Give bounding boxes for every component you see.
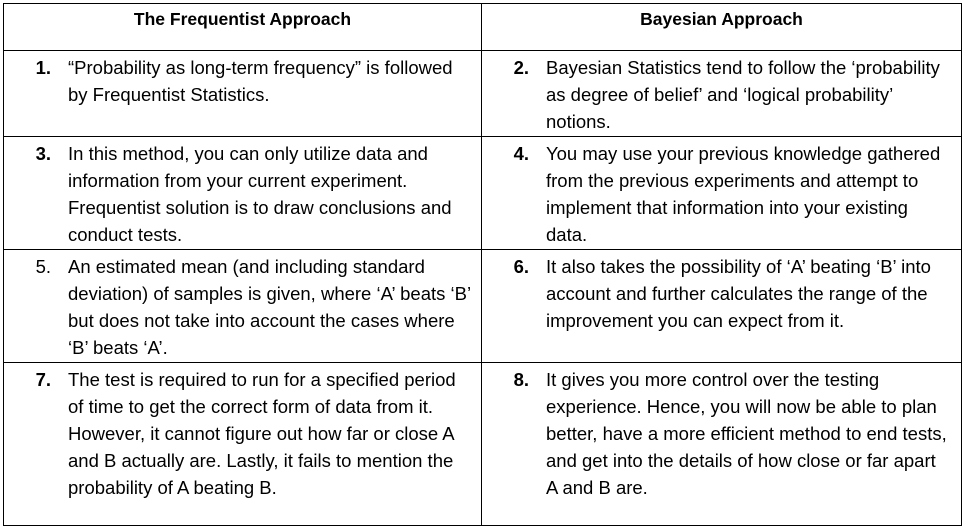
frequentist-cell — [4, 250, 482, 363]
item-text: It gives you more control over the testing experience. Hence, you will now be able to plan better, have a more efficient method to end tests, and get into the details of how close or far apart A and B are. — [546, 369, 947, 498]
frequentist-cell — [4, 51, 482, 137]
item-number: 6. — [513, 256, 529, 277]
item-text: It also takes the possibility of ‘A’ beating ‘B’ into account and further calculates the range of the improvement you can expect from it. — [546, 256, 931, 331]
item-number: 5. — [35, 256, 51, 277]
item-number: 1. — [35, 57, 51, 78]
item-text: An estimated mean (and including standard deviation) of samples is given, where ‘A’ beats ‘B’ but does not take into account the cases where ‘B’ beats ‘A’. — [68, 256, 471, 358]
item-number: 3. — [35, 143, 51, 164]
item-text: Bayesian Statistics tend to follow the ‘probability as degree of belief’ and ‘logical probability’ notions. — [546, 57, 940, 132]
item-text: In this method, you can only utilize data and information from your current experiment. Frequentist solution is to draw conclusions and conduct tests. — [68, 143, 452, 245]
item-text: The test is required to run for a specified period of time to get the correct form of data from it. However, it cannot figure out how far or close A and B actually are. Lastly, it fails to mention the probability of A beating B. — [68, 369, 456, 498]
frequentist-cell — [4, 363, 482, 526]
item-text: “Probability as long-term frequency” is followed by Frequentist Statistics. — [68, 57, 453, 105]
bayesian-cell — [482, 137, 962, 250]
header-row — [4, 4, 962, 51]
bayesian-cell — [482, 363, 962, 526]
item-number: 4. — [513, 143, 529, 164]
bayesian-cell — [482, 250, 962, 363]
header-bayesian: Bayesian Approach — [482, 4, 962, 51]
header-frequentist: The Frequentist Approach — [4, 4, 482, 51]
item-number: 8. — [513, 369, 529, 390]
bayesian-cell — [482, 51, 962, 137]
item-number: 7. — [35, 369, 51, 390]
item-number: 2. — [513, 57, 529, 78]
item-text: You may use your previous knowledge gathered from the previous experiments and attempt to implement that information into your existing data. — [546, 143, 941, 245]
comparison-table — [3, 3, 962, 526]
table-row — [4, 363, 962, 526]
table-row — [4, 250, 962, 363]
table-row — [4, 51, 962, 137]
frequentist-cell — [4, 137, 482, 250]
table-row — [4, 137, 962, 250]
